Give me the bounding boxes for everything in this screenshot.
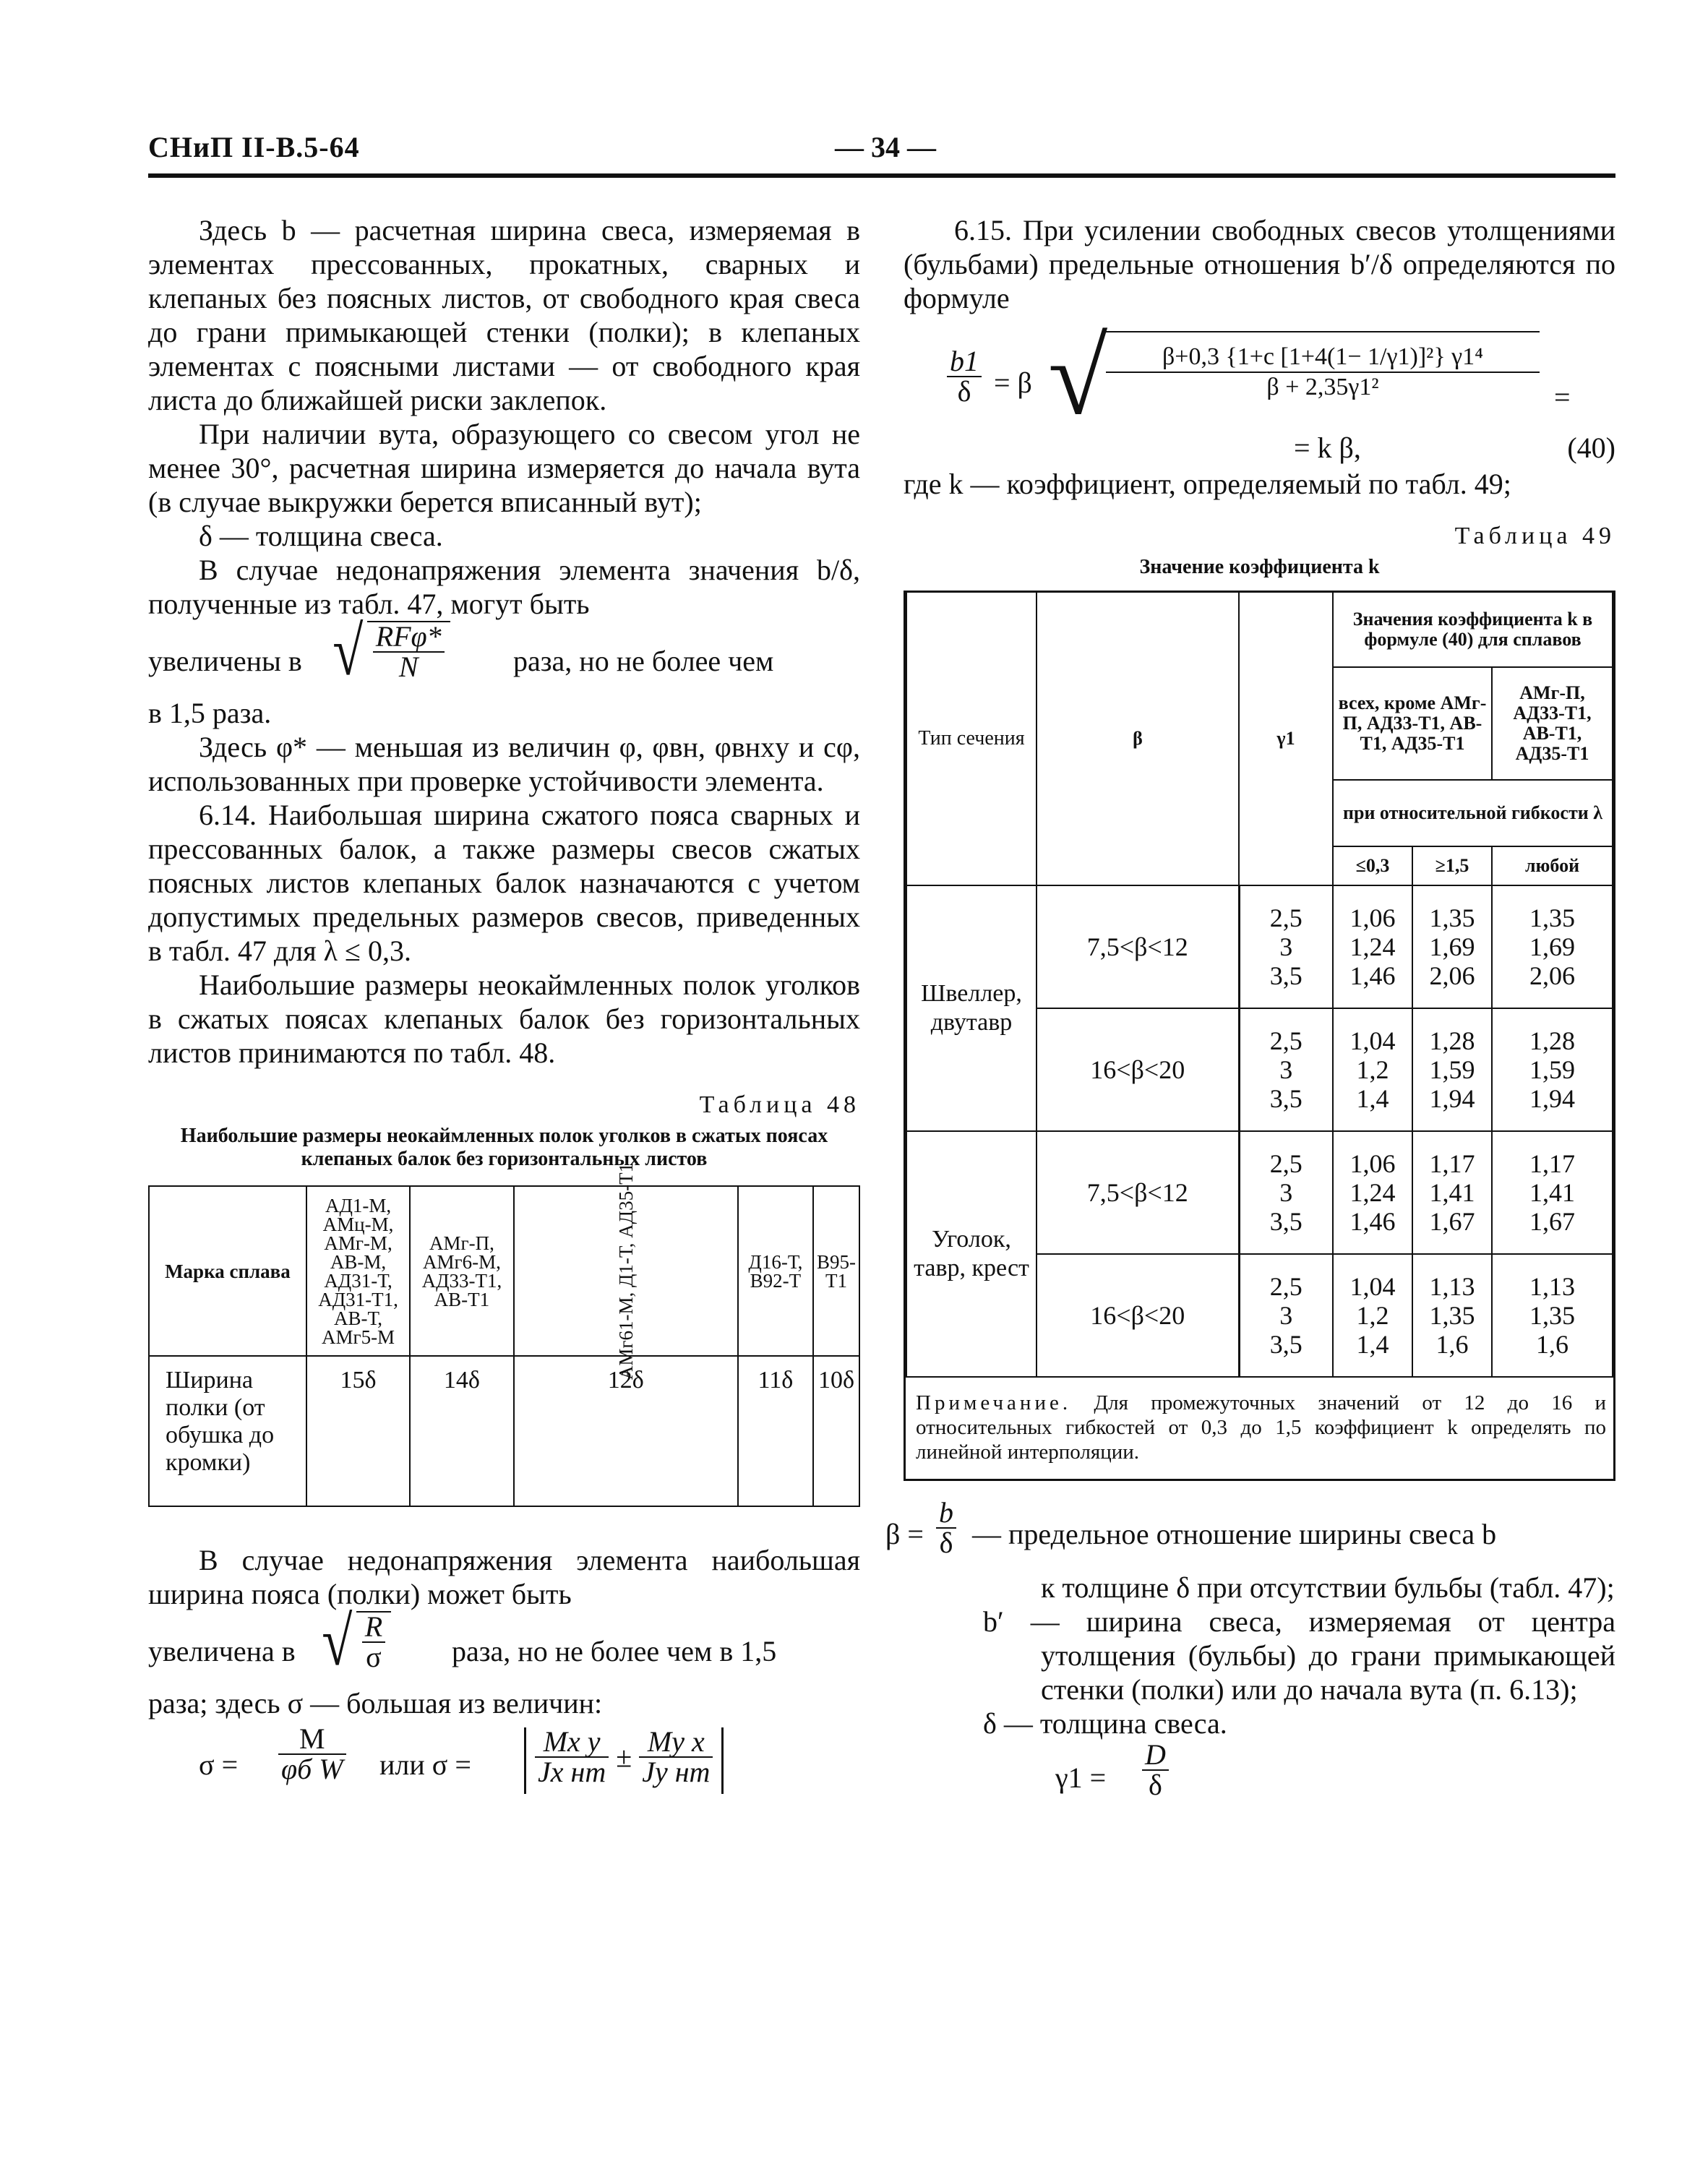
table-cell: 7,5<β<12: [1037, 885, 1239, 1008]
table-cell: 16<β<20: [1037, 1008, 1239, 1131]
table-cell: 7,5<β<12: [1037, 1131, 1239, 1254]
table-header: всех, кроме АМг-П, АД33-Т1, АВ-Т1, АД35-Т1: [1333, 667, 1492, 780]
fraction: [947, 347, 982, 406]
table-48-title: Наибольшие размеры неокаймленных полок уголков в сжатых поясах клепаных балок без горизонтальных листов: [180, 1125, 828, 1170]
table-cell: 16<β<20: [1037, 1254, 1239, 1377]
formula-text: раза, но не более чем: [513, 645, 774, 677]
table-header: Д16-Т, В92-Т: [738, 1186, 813, 1356]
numerator: D: [1142, 1740, 1169, 1771]
table-row: [906, 885, 1613, 1008]
sqrt-fraction: [329, 612, 450, 690]
paragraph: В случае недонапряжения элемента значения b/δ, полученные из табл. 47, могут быть: [148, 554, 860, 620]
table-header: Марка сплава: [149, 1186, 306, 1356]
table-49: [906, 591, 1613, 1378]
table-cell: 1,13 1,35 1,6: [1492, 1254, 1613, 1377]
table-48-caption: Таблица 48: [699, 1091, 860, 1118]
paragraph: При наличии вута, образующего со свесом угол не менее 30°, расчетная ширина измеряется до начала вута (в случае выкружки берется вписанный вут);: [148, 418, 860, 518]
header-rule: [148, 173, 1615, 178]
table-header: γ1: [1239, 592, 1333, 886]
numerator: b1: [947, 347, 982, 377]
radical-sign: √: [322, 1602, 353, 1680]
table-header: АМг-П, АД33-Т1, АВ-Т1, АД35-Т1: [1492, 667, 1613, 780]
table-cell: 12δ: [514, 1356, 738, 1506]
table-cell: 15δ: [306, 1356, 410, 1506]
table-cell: 1,28 1,59 1,94: [1492, 1008, 1613, 1131]
table-cell: 10δ: [813, 1356, 859, 1506]
fraction: [278, 1722, 346, 1785]
page-number: — 34 —: [835, 131, 936, 163]
abs-value: [524, 1727, 724, 1794]
paragraph: Наибольшие размеры неокаймленных полок уголков в сжатых поясах клепаных балок без горизонтальных листов принимаются по табл. 48.: [148, 969, 860, 1069]
table-49-caption: Таблица 49: [1454, 523, 1615, 549]
table-cell: 1,28 1,59 1,94: [1412, 1008, 1492, 1131]
sqrt-fraction: [318, 1602, 391, 1680]
table-cell: 2,5 3 3,5: [1239, 1131, 1333, 1254]
radicand: [1106, 331, 1540, 402]
denominator: δ: [939, 1527, 953, 1559]
denominator: Jx нт: [538, 1756, 606, 1788]
table-header: любой: [1492, 846, 1613, 885]
fraction: [373, 622, 445, 682]
fraction: [1106, 332, 1540, 402]
table-cell: 1,17 1,41 1,67: [1492, 1131, 1613, 1254]
radicand: [367, 621, 450, 682]
radicand: [356, 1611, 391, 1672]
left-column: [148, 213, 860, 1804]
formula-text: γ1 =: [1055, 1761, 1107, 1794]
table-49-body: [906, 885, 1613, 1377]
table-cell: Ширина полки (от обушка до кромки): [149, 1356, 306, 1506]
table-cell: 1,35 1,69 2,06: [1412, 885, 1492, 1008]
table-header: АМг-П, АМг6-М, АД33-Т1, АВ-Т1: [410, 1186, 513, 1356]
numerator: M: [278, 1725, 346, 1755]
paragraph: где k — коэффициент, определяемый по табл. 49;: [904, 468, 1511, 500]
formula-text: β =: [885, 1518, 924, 1550]
fraction: [936, 1498, 956, 1558]
note-text: Для промежуточных значений от 12 до 16 и относительных гибкостей от 0,3 до 1,5 коэффициент k определять по линейной интерполяции.: [916, 1391, 1607, 1464]
formula-text: σ =: [199, 1748, 239, 1781]
numerator: R: [362, 1613, 385, 1643]
formula-text: = k β,: [1294, 431, 1361, 464]
formula-gamma: [904, 1740, 1615, 1813]
paragraph: в 1,5 раза.: [148, 697, 272, 729]
numerator: My x: [639, 1727, 713, 1758]
denominator: Jy нт: [642, 1756, 711, 1788]
table-header: В95-Т1: [813, 1186, 859, 1356]
note-label: Примечание.: [916, 1391, 1072, 1414]
formula-increase: [148, 612, 860, 696]
radical-sign: √: [1048, 317, 1108, 437]
table-48: [148, 1162, 860, 1507]
table-cell: 1,06 1,24 1,46: [1333, 885, 1412, 1008]
denominator: β + 2,35γ1²: [1266, 374, 1379, 400]
paragraph: раза; здесь σ — большая из величин:: [148, 1687, 603, 1719]
table-header: АД1-М, АМц-М, АМг-М, АВ-М, АД31-Т, АД31-Т1, АВ-Т, АМг5-М: [306, 1186, 410, 1356]
section-6-15: 6.15. При усилении свободных свесов утолщениями (бульбами) предельные отношения b′/δ определяются по формуле: [904, 214, 1615, 314]
table-cell: 1,04 1,2 1,4: [1333, 1254, 1412, 1377]
right-column: [885, 213, 1615, 1813]
definition-text: к толщине δ при отсутствии бульбы (табл. 47);: [1041, 1571, 1615, 1604]
section-type-cell: Швеллер, двутавр: [906, 885, 1037, 1131]
fraction: [535, 1727, 609, 1787]
table-cell: 2,5 3 3,5: [1239, 885, 1333, 1008]
plus-minus: ±: [616, 1740, 632, 1774]
definition-text: b′ — ширина свеса, измеряемая от центра утолщения (бульбы) до грани примыкающей стенки (полки) или до начала вута (п. 6.13);: [983, 1605, 1615, 1706]
denominator: φб W: [281, 1753, 343, 1785]
document-code: СНиП II-В.5-64: [148, 131, 360, 163]
table-cell: 1,13 1,35 1,6: [1412, 1254, 1492, 1377]
table-header: Значения коэффициента k в формуле (40) для сплавов: [1333, 592, 1613, 668]
fraction: [362, 1610, 385, 1673]
table-header: при относительной гибкости λ: [1333, 780, 1613, 846]
formula-text: или σ =: [379, 1748, 471, 1781]
definition-text: δ — толщина свеса.: [983, 1707, 1227, 1740]
paragraph: Здесь b — расчетная ширина свеса, измеряемая в элементах прессованных, прокатных, сварных и клепаных без поясных листов, от свободного края свеса до грани примыкающей стенки (полки); в клепаных элементах с поясными листами — от свободного края листа до ближайшей риски заклепок.: [148, 214, 860, 416]
table-row: [906, 1131, 1613, 1254]
table-49-frame: [904, 591, 1615, 1481]
page-header: [148, 130, 1615, 171]
denominator: N: [398, 650, 419, 683]
table-cell: 2,5 3 3,5: [1239, 1008, 1333, 1131]
section-type-cell: Уголок, тавр, крест: [906, 1131, 1037, 1377]
table-header: β: [1037, 592, 1239, 886]
formula-40: [904, 317, 1615, 467]
equation-number: (40): [1567, 431, 1615, 464]
numerator: b: [936, 1498, 956, 1529]
table-header: ≤0,3: [1333, 846, 1412, 885]
table-cell: 1,06 1,24 1,46: [1333, 1131, 1412, 1254]
table-cell: 1,04 1,2 1,4: [1333, 1008, 1412, 1131]
table-cell: 1,35 1,69 2,06: [1492, 885, 1613, 1008]
table-49-note: [906, 1378, 1613, 1481]
formula-text: раза, но не более чем в 1,5: [452, 1635, 777, 1667]
formula-text: увеличена в: [148, 1635, 296, 1667]
formula-text: = β: [994, 366, 1032, 399]
paragraph: δ — толщина свеса.: [199, 520, 443, 552]
section-6-14: 6.14. Наибольшая ширина сжатого пояса сварных и прессованных балок, а также размеры свесов сжатых поясных листов клепаных балок назначаются с учетом допустимых предельных размеров свесов, приведенных в табл. 47 для λ ≤ 0,3.: [148, 799, 860, 967]
table-cell: 2,5 3 3,5: [1239, 1254, 1333, 1377]
formula-text: увеличены в: [148, 645, 302, 677]
table-cell: 14δ: [410, 1356, 513, 1506]
denominator: δ: [1149, 1769, 1162, 1801]
numerator: Mx y: [535, 1727, 609, 1758]
table-header: Тип сечения: [906, 592, 1037, 886]
denominator: δ: [957, 375, 971, 408]
table-header: ≥1,5: [1412, 846, 1492, 885]
numerator: RFφ*: [373, 622, 445, 653]
paragraph: В случае недонапряжения элемента наибольшая ширина пояса (полки) может быть: [148, 1544, 860, 1610]
formula-sigma: [148, 1722, 860, 1804]
fraction: [639, 1727, 713, 1787]
definition-beta: [885, 1496, 1615, 1571]
formula-increase-2: [148, 1602, 860, 1686]
fraction: [1142, 1740, 1169, 1800]
table-cell: 11δ: [738, 1356, 813, 1506]
numerator: β+0,3 {1+c [1+4(1− 1/γ1)]²} γ1⁴: [1106, 332, 1540, 373]
radical-sign: √: [332, 612, 364, 690]
formula-text: =: [1554, 381, 1571, 413]
formula-text: — предельное отношение ширины свеса b: [972, 1518, 1497, 1550]
denominator: σ: [366, 1641, 382, 1673]
table-cell: 1,17 1,41 1,67: [1412, 1131, 1492, 1254]
table-49-title: Значение коэффициента k: [1139, 556, 1380, 578]
table-header: [514, 1162, 738, 1380]
rotated-header: АМг61-М, Д1-Т, АД35-Т1: [614, 1162, 637, 1380]
paragraph: Здесь φ* — меньшая из величин φ, φвн, φвнxy и cφ, использованных при проверке устойчивости элемента.: [148, 731, 860, 797]
